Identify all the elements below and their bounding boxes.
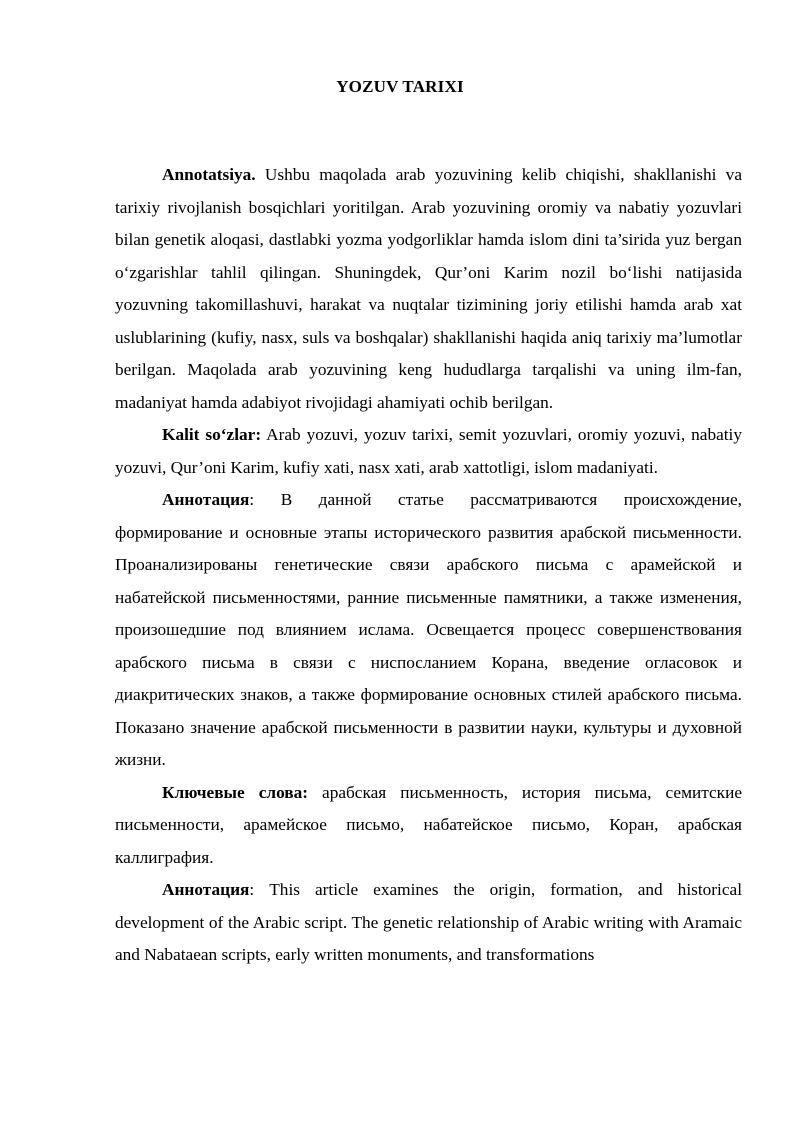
annotation-en-text: This article examines the origin, formation, and historical development of the Arabic script. The genetic relationship of Arabic writing with Aramaic and Nabataean scripts, early written monuments, and transformations <box>115 880 742 964</box>
annotation-uz-paragraph <box>115 159 742 419</box>
annotation-en-separator: : <box>249 880 270 899</box>
annotation-uz-text: Ushbu maqolada arab yozuvining kelib chiqishi, shakllanishi va tarixiy rivojlanish bosqichlari yoritilgan. Arab yozuvining oromiy va nabatiy yozuvlari bilan genetik aloqasi, dastlabki yozma yodgorliklar hamda islom dini ta’sirida yuz bergan o‘zgarishlar tahlil qilingan. Shuningdek, Qur’oni Karim nozil bo‘lishi natijasida yozuvning takomillashuvi, harakat va nuqtalar tizimining joriy etilishi hamda arab xat uslublarining (kufiy, nasx, suls va boshqalar) shakllanishi haqida aniq tarixiy ma’lumotlar berilgan. Maqolada arab yozuvining keng hududlarga tarqalishi va uning ilm-fan, madaniyat hamda adabiyot rivojidagi ahamiyati ochib berilgan. <box>115 165 742 412</box>
annotation-uz-separator <box>256 165 265 184</box>
annotation-en-label: Аннотация <box>162 880 250 899</box>
keywords-ru-text: арабская письменность, история письма, семитские письменности, арамейское письмо, набатейское письмо, Коран, арабская каллиграфия. <box>115 782 742 867</box>
annotation-en-paragraph <box>115 874 742 972</box>
keywords-ru-separator <box>308 783 322 802</box>
annotation-ru-paragraph <box>115 484 742 777</box>
keywords-uz-text: Arab yozuvi, yozuv tarixi, semit yozuvlari, oromiy yozuvi, nabatiy yozuvi, Qur’oni Karim, kufiy xati, nasx xati, arab xattotligi, islom madaniyati. <box>115 425 742 477</box>
keywords-uz-paragraph <box>115 419 742 484</box>
document-body <box>115 159 742 972</box>
annotation-ru-label: Аннотация <box>162 490 250 509</box>
annotation-ru-separator: : <box>249 490 281 509</box>
page-title: YOZUV TARIXI <box>336 77 464 96</box>
keywords-uz-label: Kalit so‘zlar: <box>162 425 262 444</box>
keywords-ru-label: Ключевые слова: <box>162 782 309 802</box>
keywords-ru-paragraph <box>115 777 742 875</box>
annotation-uz-label: Annotatsiya. <box>162 165 256 184</box>
annotation-ru-text: В данной статье рассматриваются происхождение, формирование и основные этапы исторического развития арабской письменности. Проанализированы генетические связи арабского письма с арамейской и набатейской письменностями, ранние письменные памятники, а также изменения, произошедшие под влиянием ислама. Освещается процесс совершенствования арабского письма в связи с ниспосланием Корана, введение огласовок и диакритических знаков, а также формирование основных стилей арабского письма. Показано значение арабской письменности в развитии науки, культуры и духовной жизни. <box>115 490 742 769</box>
